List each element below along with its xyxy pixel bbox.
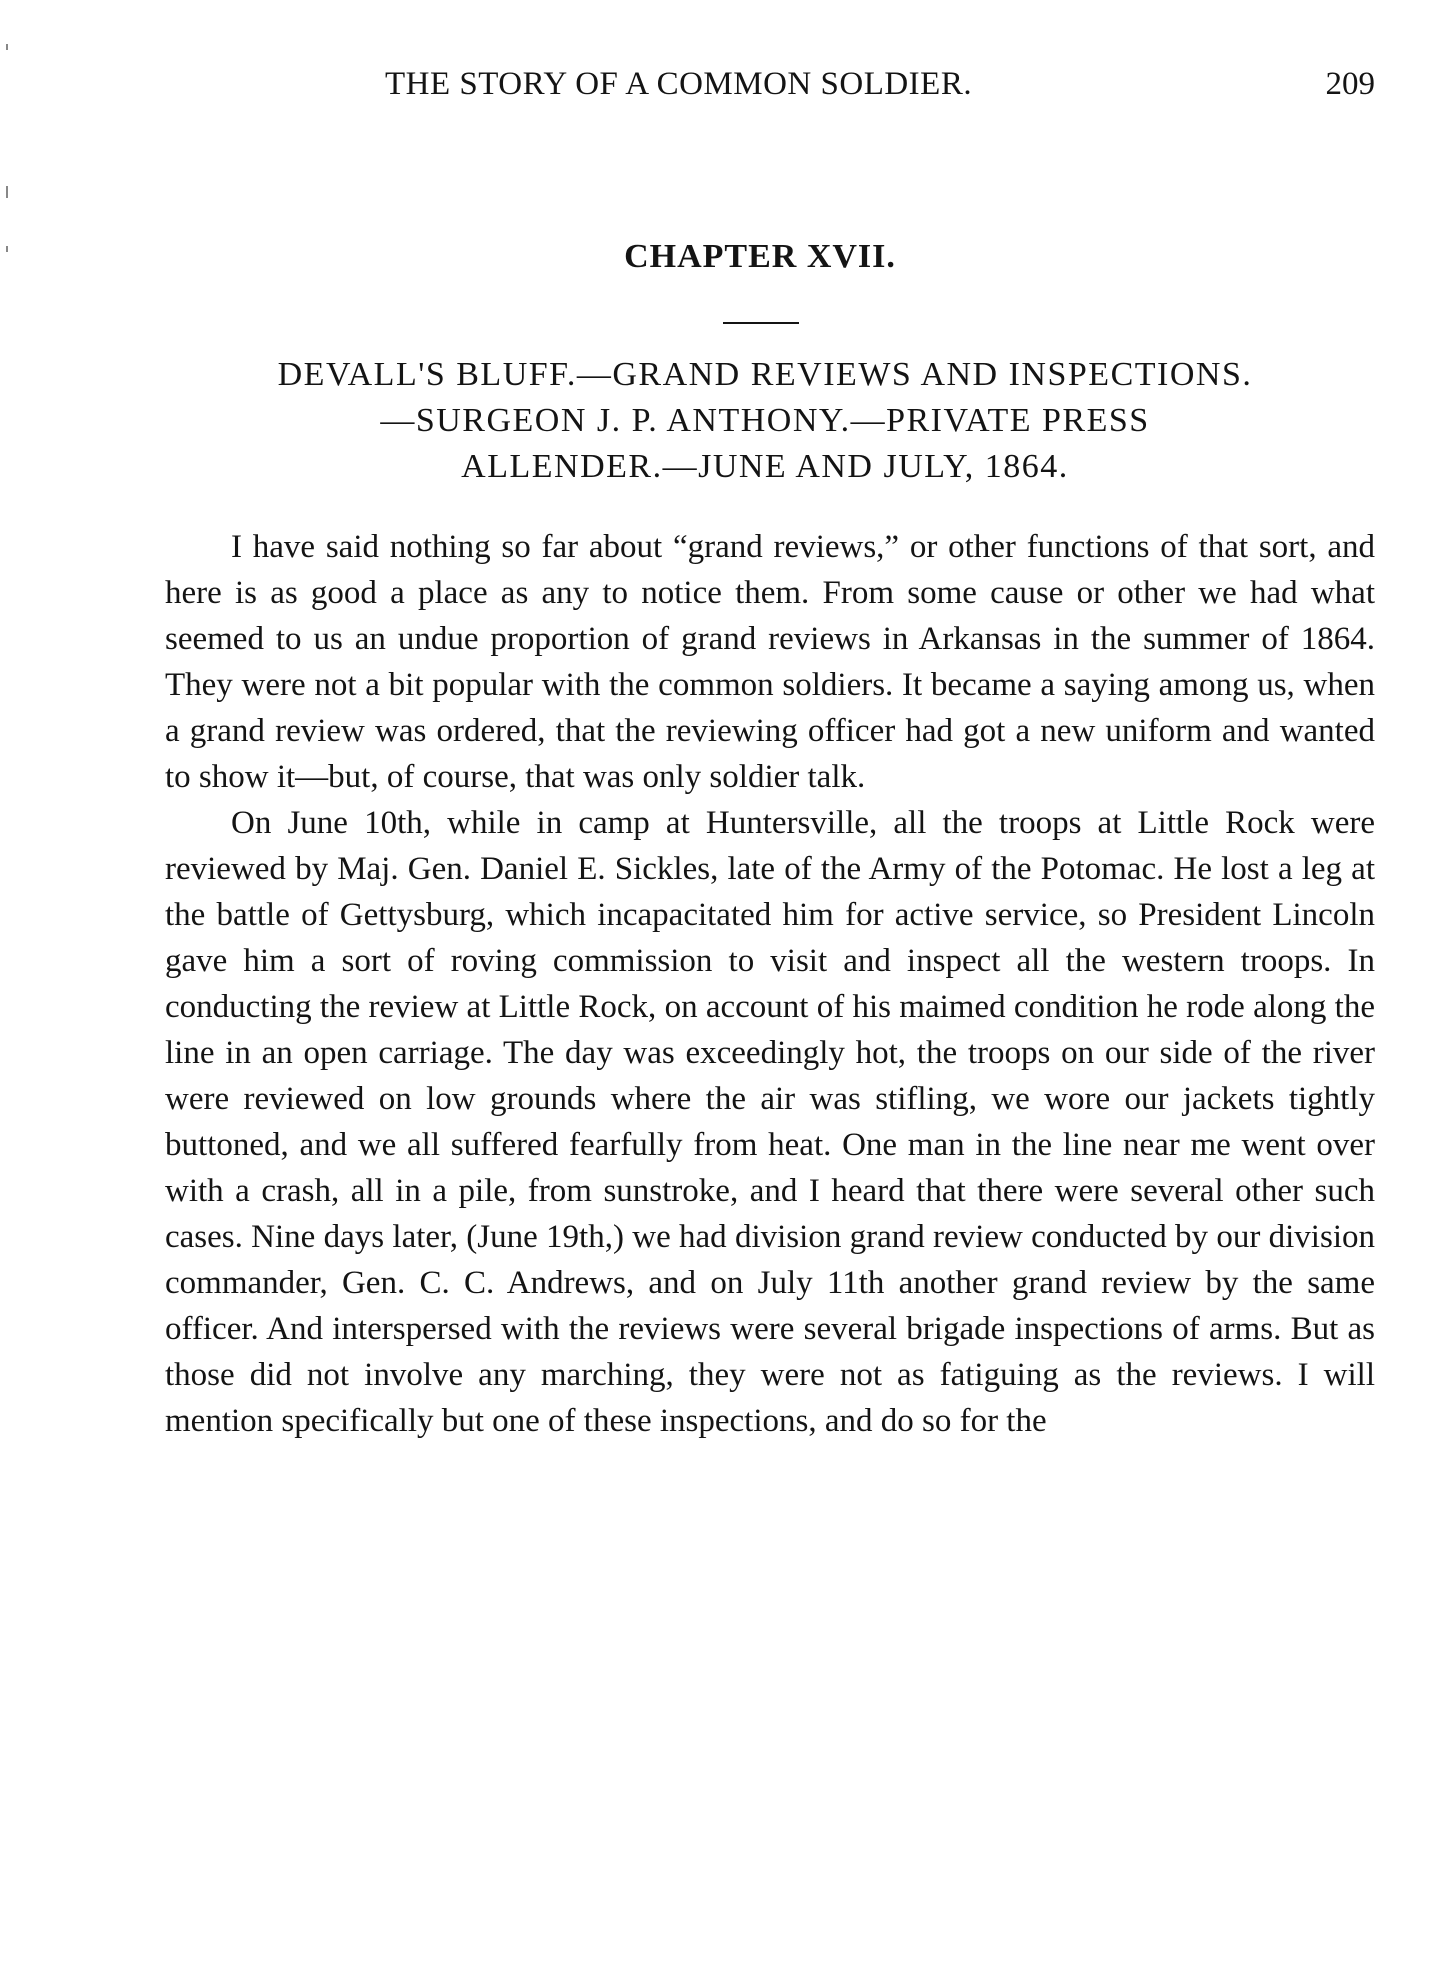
subtitle-line: DEVALL'S BLUFF.—GRAND REVIEWS AND INSPECTIONS.	[277, 356, 1253, 393]
scan-edge-mark	[6, 186, 8, 198]
scan-edge-mark	[6, 44, 8, 50]
chapter-title: CHAPTER XVII.	[624, 238, 896, 275]
running-head	[165, 66, 1375, 116]
page-number: 209	[1325, 66, 1375, 102]
paragraph: On June 10th, while in camp at Huntersville, all the troops at Little Rock were reviewed by Maj. Gen. Daniel E. Sickles, late of the Army of the Potomac. He lost a leg at the battle of Gettysburg, which incapacitated him for active service, so President Lincoln gave him a sort of roving commission to visit and inspect all the western troops. In conducting the review at Little Rock, on account of his maimed condition he rode along the line in an open carriage. The day was exceedingly hot, the troops on our side of the river were reviewed on low grounds where the air was stifling, we wore our jackets tightly buttoned, and we all suffered fearfully from heat. One man in the line near me went over with a crash, all in a pile, from sunstroke, and I heard that there were several other such cases. Nine days later, (June 19th,) we had division grand review conducted by our division commander, Gen. C. C. Andrews, and on July 11th another grand review by the same officer. And interspersed with the reviews were several brigade inspections of arms. But as those did not involve any marching, they were not as fatiguing as the reviews. I will mention specifically but one of these inspections, and do so for the	[165, 805, 1375, 1439]
running-title: THE STORY OF A COMMON SOLDIER.	[385, 66, 973, 102]
chapter-subtitle	[150, 352, 1380, 490]
chapter-rule	[723, 322, 799, 324]
subtitle-line: —SURGEON J. P. ANTHONY.—PRIVATE PRESS	[380, 402, 1150, 439]
body-text	[165, 524, 1375, 1444]
paragraph: I have said nothing so far about “grand reviews,” or other functions of that sort, and here is as good a place as any to notice them. From some cause or other we had what seemed to us an undue proportion of grand reviews in Arkansas in the summer of 1864. They were not a bit popular with the common soldiers. It became a saying among us, when a grand review was ordered, that the reviewing officer had got a new uniform and wanted to show it—but, of course, that was only soldier talk.	[165, 529, 1375, 795]
subtitle-line: ALLENDER.—JUNE AND JULY, 1864.	[461, 448, 1069, 485]
